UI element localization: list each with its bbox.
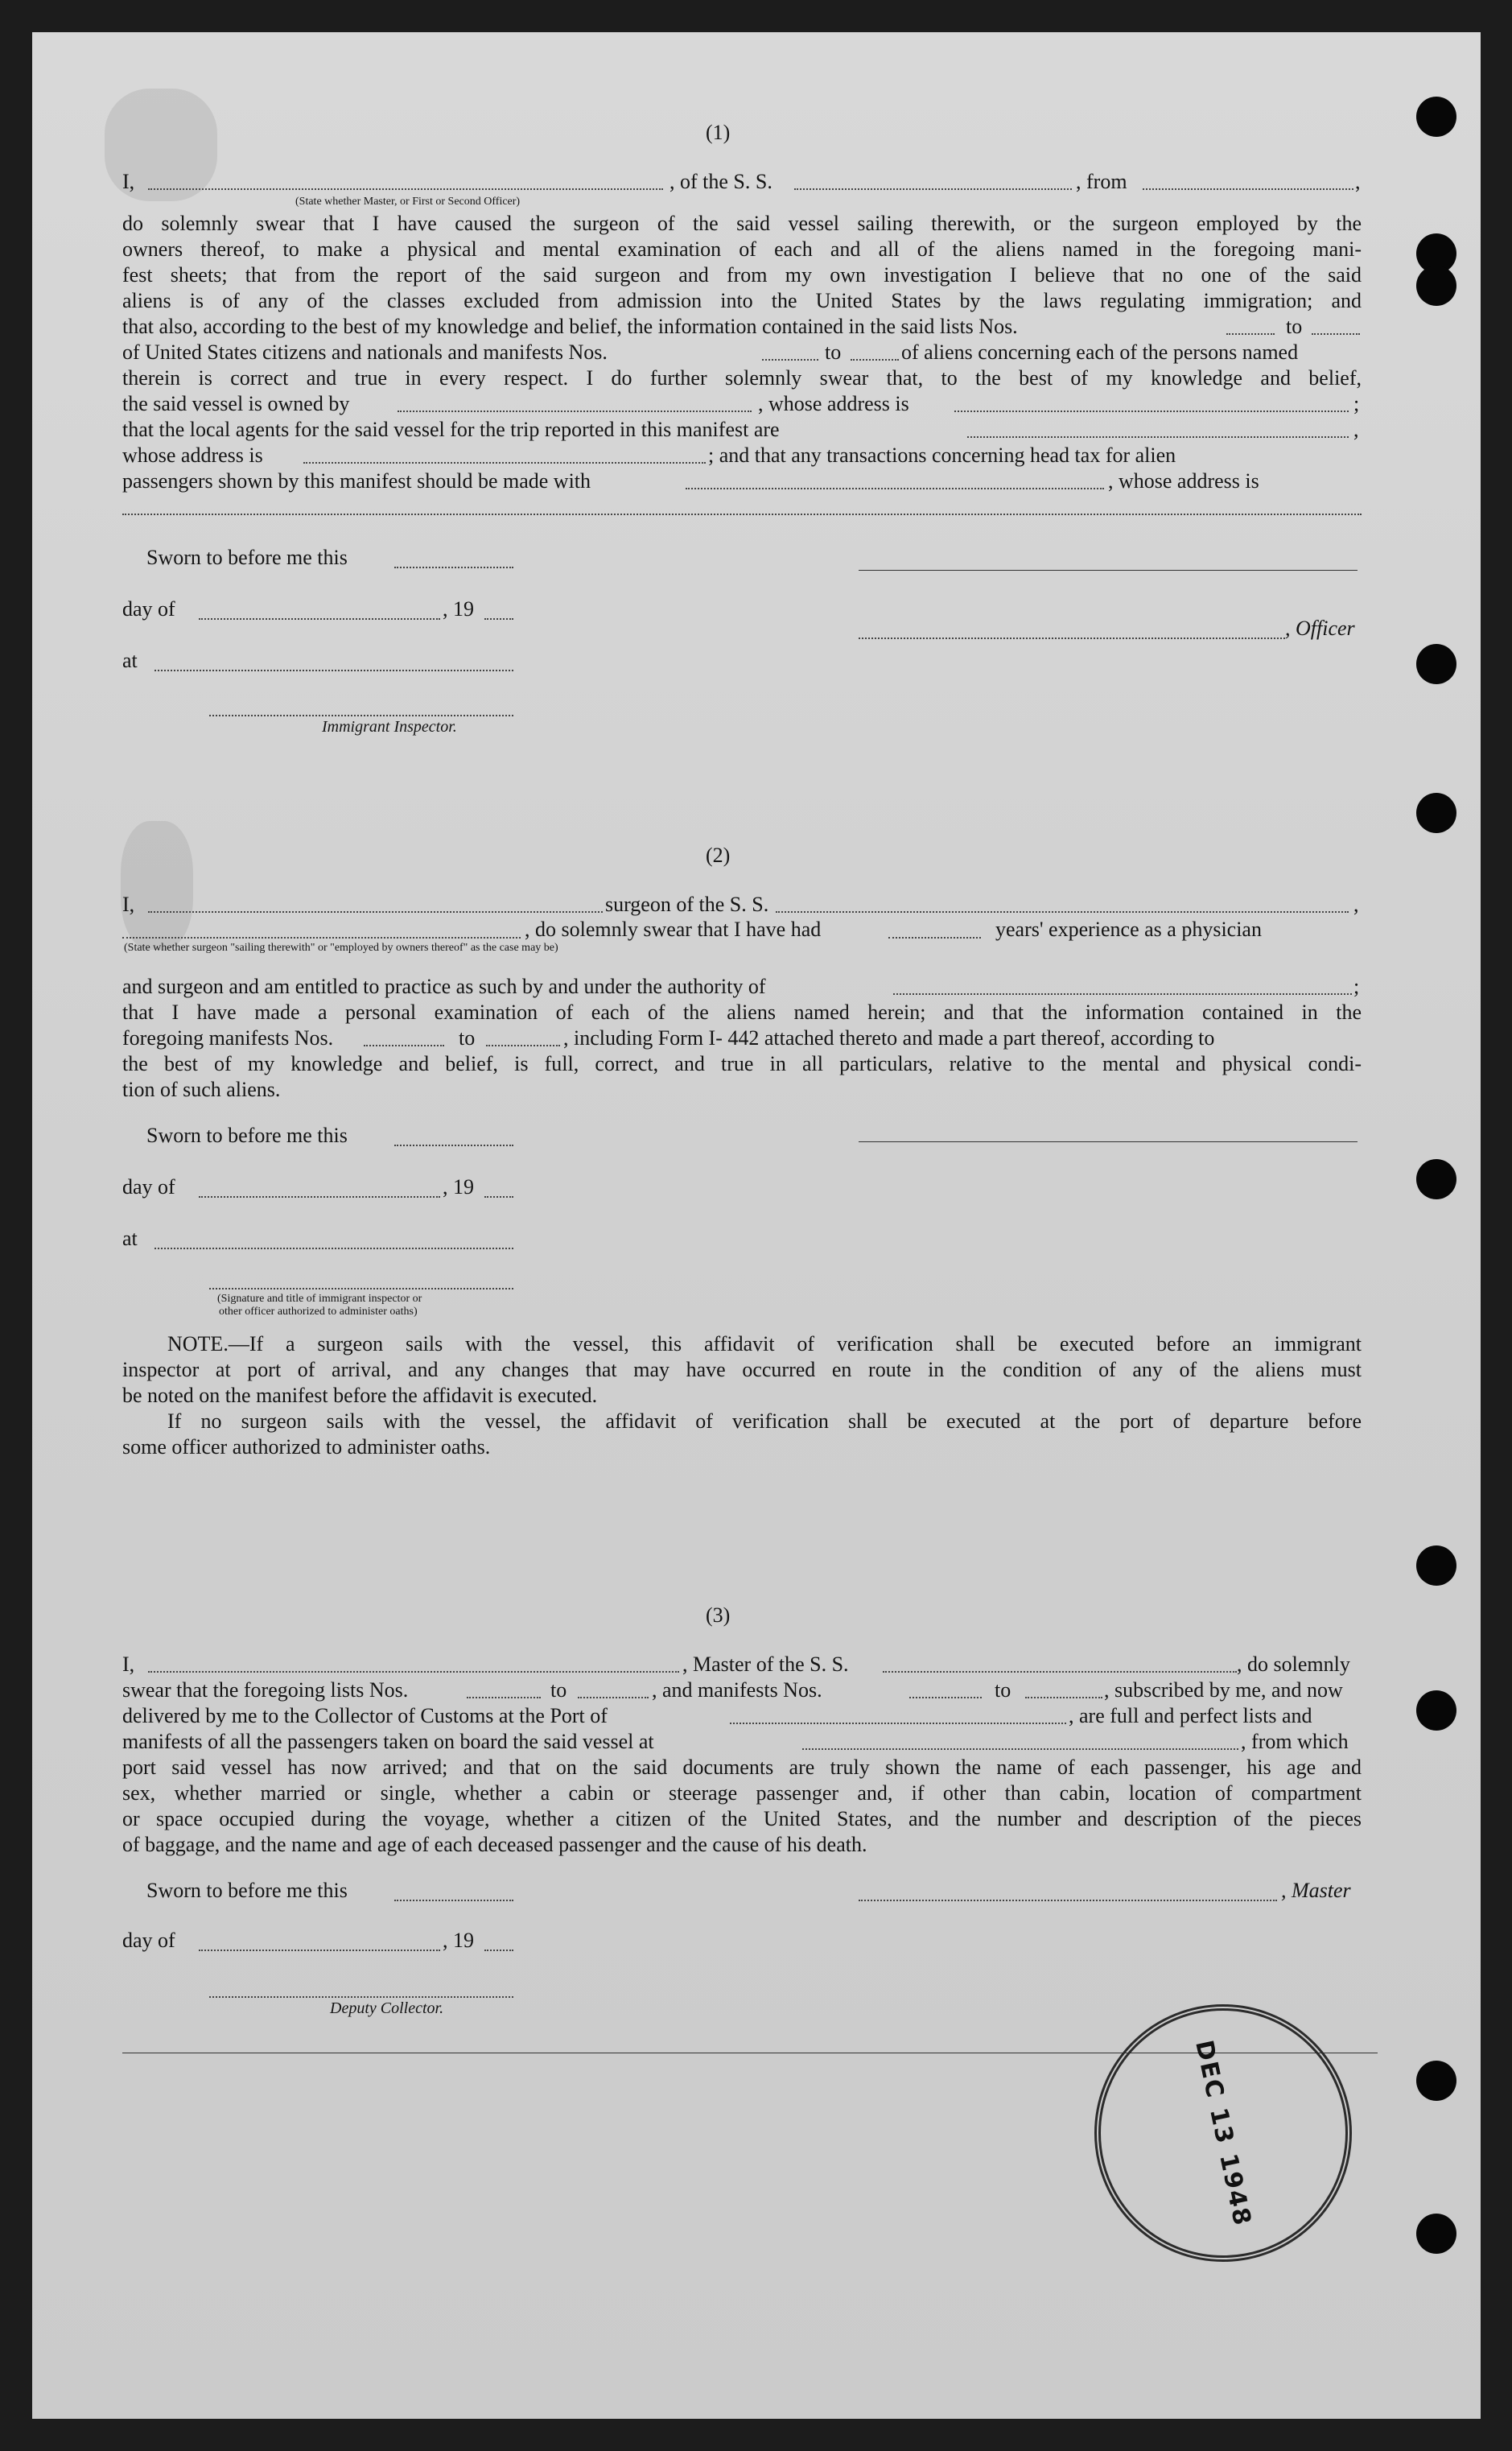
master-name-blank[interactable] — [148, 1671, 679, 1673]
master-text: port said vessel has now arrived; and that on the said documents are truly shown the name of each passenger, his age and — [122, 1756, 1362, 1779]
dayof-label: day of — [122, 597, 175, 621]
lists-from-blank[interactable] — [1226, 333, 1275, 335]
head-tax-agent-blank[interactable] — [686, 488, 1104, 489]
years-text: years' experience as a physician — [995, 918, 1262, 941]
officer-signature-line[interactable] — [209, 1288, 513, 1289]
lists-to-blank[interactable] — [1312, 333, 1360, 335]
owner-address-blank[interactable] — [954, 411, 1349, 412]
inspector-signature-line[interactable] — [209, 715, 513, 716]
master-label: , Master — [1281, 1879, 1351, 1902]
year-blank[interactable] — [484, 1950, 513, 1951]
oath-text: aliens is of any of the classes excluded from admission into the United States by the laws regulating immigration; and — [122, 289, 1362, 312]
arrival-date-stamp — [1094, 2004, 1352, 2262]
surgeon-manifests-to-blank[interactable] — [486, 1045, 560, 1046]
master-signature-line[interactable] — [859, 1900, 1277, 1901]
bleed-through-mark — [121, 821, 193, 950]
officer-title-blank[interactable] — [859, 638, 1285, 639]
boarding-port-blank[interactable] — [802, 1748, 1238, 1750]
punch-hole — [1416, 1690, 1456, 1731]
agents-blank[interactable] — [967, 436, 1349, 438]
year-label: , 19 — [443, 597, 474, 621]
master-lists-to-blank[interactable] — [578, 1697, 649, 1698]
section-2-number: (2) — [706, 844, 731, 867]
departure-port-blank[interactable] — [1143, 188, 1353, 190]
punch-hole — [1416, 793, 1456, 833]
section-3-number: (3) — [706, 1603, 731, 1627]
collector-port-blank[interactable] — [730, 1723, 1066, 1724]
years-blank[interactable] — [888, 937, 981, 939]
master-text: of baggage, and the name and age of each deceased passenger and the cause of his death. — [122, 1833, 867, 1856]
punch-hole — [1416, 644, 1456, 684]
dayof-label: day of — [122, 1929, 175, 1952]
note-text: be noted on the manifest before the affidavit is executed. — [122, 1384, 598, 1407]
master-text: sex, whether married or single, whether a cabin or steerage passenger and, if other than cabin, location of compartment — [122, 1781, 1362, 1805]
note-text: If no surgeon sails with the vessel, the affidavit of verification shall be executed at the port of departure before — [167, 1409, 1362, 1433]
surgeon-text: that I have made a personal examination of each of the aliens named herein; and that the information contained in the — [122, 1001, 1362, 1024]
officer-label: , Officer — [1285, 617, 1355, 640]
officer-name-blank[interactable] — [148, 188, 663, 190]
owner-blank[interactable] — [398, 411, 752, 412]
punch-hole — [1416, 2214, 1456, 2254]
note-text: some officer authorized to administer oaths. — [122, 1435, 491, 1459]
punch-hole — [1416, 1545, 1456, 1586]
officer-caption: (State whether Master, or First or Second Officer) — [295, 196, 521, 208]
surgeon-text: the best of my knowledge and belief, is full, correct, and true in all particulars, relative to the mental and physical condi- — [122, 1052, 1362, 1075]
year-label: , 19 — [443, 1929, 474, 1952]
month-blank[interactable] — [199, 1950, 440, 1951]
surgeon-manifests-from-blank[interactable] — [364, 1045, 444, 1046]
note-text: NOTE.—If a surgeon sails with the vessel, this affidavit of verification shall be executed before an immigrant — [167, 1332, 1362, 1355]
sworn-day-blank[interactable] — [394, 567, 513, 568]
master-lists-from-blank[interactable] — [467, 1697, 541, 1698]
month-blank[interactable] — [199, 1196, 440, 1198]
stamp-date: DEC 13 1948 — [1189, 2037, 1257, 2229]
sworn-day-blank[interactable] — [394, 1145, 513, 1146]
master-vessel-blank[interactable] — [883, 1671, 1237, 1673]
oath-text: therein is correct and true in every respect. I do further solemnly swear that, to the best of my knowledge and belief, — [122, 366, 1362, 390]
master-manifests-to-blank[interactable] — [1025, 1697, 1102, 1698]
note-text: inspector at port of arrival, and any changes that may have occurred en route in the condition of any of the aliens must — [122, 1358, 1362, 1381]
master-manifests-from-blank[interactable] — [909, 1697, 982, 1698]
surgeon-text: tion of such aliens. — [122, 1078, 281, 1101]
oath-text: do solemnly swear that I have caused the surgeon of the said vessel sailing therewith, or the surgeon employed by the — [122, 212, 1362, 235]
oath-text: fest sheets; that from the report of the said surgeon and from my own investigation I believe that no one of the said — [122, 263, 1362, 287]
section-1-number: (1) — [706, 121, 731, 144]
surgeon-swear-text: , do solemnly swear that I have had — [525, 918, 822, 941]
punch-hole — [1416, 266, 1456, 306]
agents-address-blank[interactable] — [303, 462, 706, 464]
manifests-from-blank[interactable] — [762, 359, 818, 361]
collector-caption: Deputy Collector. — [330, 1999, 444, 2017]
month-blank[interactable] — [199, 618, 440, 620]
punch-hole — [1416, 97, 1456, 137]
year-blank[interactable] — [484, 1196, 513, 1198]
at-label: at — [122, 1227, 138, 1250]
year-label: , 19 — [443, 1175, 474, 1199]
surgeon-signature-line[interactable] — [859, 1141, 1358, 1142]
sworn-day-blank[interactable] — [394, 1900, 513, 1901]
master-text: or space occupied during the voyage, whether a citizen of the United States, and the number and description of the pieces — [122, 1807, 1362, 1830]
head-tax-address-blank[interactable] — [122, 514, 1362, 515]
punch-hole — [1416, 1159, 1456, 1199]
sworn-label: Sworn to before me this — [146, 1879, 348, 1902]
sworn-label: Sworn to before me this — [146, 1124, 348, 1147]
surgeon-vessel-blank[interactable] — [776, 911, 1349, 913]
inspector-caption: Immigrant Inspector. — [322, 718, 457, 736]
collector-signature-line[interactable] — [209, 1996, 513, 1998]
officer-signature-line[interactable] — [859, 570, 1358, 571]
punch-hole — [1416, 2061, 1456, 2101]
bleed-through-mark — [105, 89, 217, 201]
dayof-label: day of — [122, 1175, 175, 1199]
surgeon-caption: (State whether surgeon "sailing therewith" or "employed by owners thereof" as the case may be) — [124, 942, 558, 954]
oath-text: owners thereof, to make a physical and mental examination of each and all of the aliens named in the foregoing mani- — [122, 237, 1362, 261]
signature-caption: (Signature and title of immigrant inspector or — [217, 1293, 422, 1305]
location-blank[interactable] — [154, 670, 513, 671]
surgeon-status-blank[interactable] — [122, 937, 521, 939]
surgeon-name-blank[interactable] — [148, 911, 603, 913]
manifest-affidavit-page: (1) I, , of the S. S. , from , (State whether Master, or First or Second Officer) do solemnly swear that I have caused the surgeon of the said vessel sailing therewith, or the surgeon employed by the owners thereof, to make a physical and mental examination of each and all of the aliens named in the foregoing mani- fest sheets; that from the report of the said surgeon and from my own investigation I believe that no one of the said aliens is of any of the classes excluded from admission into the United States by the laws regulating immigration; and that also, according to the best of my knowledge and belief, the information contained in the said lists Nos. to of United States citizens and nationals and manifests Nos. to of aliens concerning each of the persons named therein is correct and true in every respect. I do further solemnly swear that, to the best of my knowledge and belief, the said vessel is owned by , whose address is ; that the local agents for the said vessel for the trip reported in this manifest are , whose address is ; and that any transactions concerning head tax for alien passengers shown by this manifest should be made with , whose address is Sworn to before me this day of , 19 , Officer at Immigrant Inspector. (2) I, surgeon of the S. S. , , do solemnly swear that I have had years' experience as a physician (State whether surgeon "sailing therewith" or "employed by owners thereof" as the case may be) and surgeon and am entitled to practice as such by and under the authority of ; that I have made a personal examination of each of the aliens named herein; and that the information contained in the foregoing manifests Nos. to , including Form I- 442 attached thereto and made a part thereof, according to the best of my knowledge and belief, is full, correct, and true in all particulars, relative to the mental and physical condi- tion of such aliens. Sworn to before me this day of , 19 at (Signature and title of immigrant inspector or other officer authorized to administer oaths) NOTE.—If a surgeon sails with the vessel, this affidavit of verification shall be executed before an immigrant inspector at port of arrival, and any changes that may have occurred en route in the condition of any of the aliens must be noted on the manifest before the affidavit is executed. If no surgeon sails with the vessel, the affidavit of verification shall be executed at the port of departure before some officer authorized to administer oaths. (3) I, , Master of the S. S. , do solemnly swear that the foregoing lists Nos. to , and manifests Nos. to , subscribed by me, and now delivered by me to the Collector of Customs at the Port of , are full and perfect lists and manifests of all the passengers taken on board the said vessel at , from which port said vessel has now arrived; and that on the said documents are truly shown the name of each passenger, his age and sex, whether married or single, whether a cabin or steerage passenger and, if other than cabin, location of compartment or space occupied during the voyage, whether a citizen of the United States, and the number and description of the pieces of baggage, and the name and age of each deceased passenger and the cause of his death. Sworn to before me this , Master day of , 19 Deputy Collector. DEC 13 1948 — [32, 32, 1481, 2419]
authority-blank[interactable] — [893, 993, 1352, 995]
manifests-to-blank[interactable] — [851, 359, 899, 361]
vessel-name-blank[interactable] — [794, 188, 1072, 190]
at-label: at — [122, 649, 138, 672]
signature-caption: other officer authorized to administer oaths) — [219, 1306, 418, 1318]
year-blank[interactable] — [484, 618, 513, 620]
location-blank[interactable] — [154, 1248, 513, 1249]
sworn-label: Sworn to before me this — [146, 546, 348, 569]
